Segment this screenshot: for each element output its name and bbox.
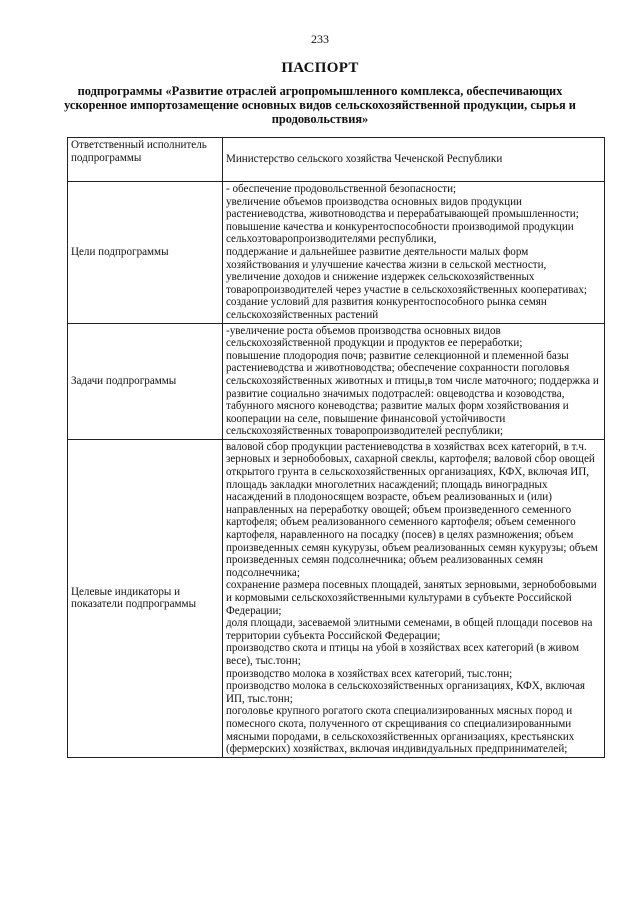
content-line: сохранение размера посевных площадей, занятых зерновыми, зернобобовыми и кормовыми сельскохозяйственными культурами в субъекте Российской Федерации; xyxy=(226,579,597,617)
content-line: создание условий для развития конкурентоспособного рынка семян сельскохозяйственных растений xyxy=(226,296,547,321)
content-line: повышение качества и конкурентоспособности производимой продукции сельхозтоваропроизводителями республики, xyxy=(226,220,574,246)
content-line: валовой сбор продукции растениеводства в хозяйствах всех категорий, в т.ч. зерновых и зернобобовых, сахарной свеклы, картофеля; валовой сбор овощей открытого грунта в сельскохозяйственных организациях, КФХ, включая ИП, площадь закладки многолетних насаждений; площадь виноградных насаждений в плодоносящем возрасте, объем реализованных и (или) направленных на переработку овощей; объем произведенного семенного картофеля; объем реализованного семенного картофеля; объем семенного картофеля, наравленного на посадку (посев) в целях размножения; объем произведенных семян кукурузы, объем реализованных семян кукурузы; объем произведенных семян подсолнечника; объем реализованных семян подсолнечника; xyxy=(226,440,598,579)
row-label: Цели подпрограммы xyxy=(68,182,223,324)
row-label: Задачи подпрограммы xyxy=(68,323,223,439)
content-line: производство молока в хозяйствах всех категорий, тыс.тонн; xyxy=(226,667,513,680)
content-line: производство молока в сельскохозяйственных организациях, КФХ, включая ИП, тыс.тонн; xyxy=(226,680,585,705)
row-label: Ответственный исполнитель подпрограммы xyxy=(68,138,223,182)
content-line: поголовье крупного рогатого скота специализированных мясных пород и помесного скота, полученного от скрещивания со специализированными мясными породами, в сельскохозяйственных организациях, крестьянских (фермерских) хозяйствах, включая индивидуальных предпринимателей; xyxy=(226,705,575,756)
document-subtitle: подпрограммы «Развитие отраслей агропромышленного комплекса, обеспечивающих ускоренное импортозамещение основных видов сельскохозяйственной продукции, сырья и продовольствия» xyxy=(64,84,576,126)
document-title: ПАСПОРТ xyxy=(281,60,359,76)
table-row xyxy=(68,439,605,757)
row-content xyxy=(223,439,605,757)
row-content xyxy=(223,323,605,439)
content-line: увеличение доходов и снижение издержек сельскохозяйственных товаропроизводителей через участие в сельскохозяйственных кооперативах; xyxy=(226,271,587,296)
table-row xyxy=(68,323,605,439)
row-label: Целевые индикаторы и показатели подпрограммы xyxy=(68,439,223,757)
table-row xyxy=(68,138,605,182)
page-number: 233 xyxy=(311,32,329,46)
content-line: производство скота и птицы на убой в хозяйствах всех категорий (в живом весе), тыс.тонн; xyxy=(226,642,580,667)
content-line: доля площади, засеваемой элитными семенами, в общей площади посевов на территории субъекта Российской Федерации; xyxy=(226,617,593,642)
table-row xyxy=(68,182,605,324)
content-line: повышение плодородия почв; развитие селекционной и племенной базы растениеводства и животноводства; обеспечение сохранности поголовья сельскохозяйственных животных и птицы,в том числе маточного; поддержка и развитие социально значимых подотраслей: овцеводства и козоводства, табунного мясного коневодства; развитие малых форм хозяйствования и кооперации на селе, повышение финансовой устойчивости сельскохозяйственных товаропроизводителей республики; xyxy=(226,349,599,438)
row-content xyxy=(223,138,605,182)
content-line: Министерство сельского хозяйства Чеченской Республики xyxy=(226,153,503,166)
passport-table xyxy=(67,137,605,758)
content-line: увеличение объемов производства основных видов продукции растениеводства, животноводства и перерабатывающей промышленности; xyxy=(226,195,579,221)
content-line: -увеличение роста объемов производства основных видов сельскохозяйственной продукции и продуктов ее переработки; xyxy=(226,324,523,350)
content-line: - обеспечение продовольственной безопасности; xyxy=(226,183,457,195)
row-content xyxy=(223,182,605,324)
content-line: поддержание и дальнейшее развитие деятельности малых форм хозяйствования и улучшение качества жизни в сельской местности, xyxy=(226,245,547,271)
